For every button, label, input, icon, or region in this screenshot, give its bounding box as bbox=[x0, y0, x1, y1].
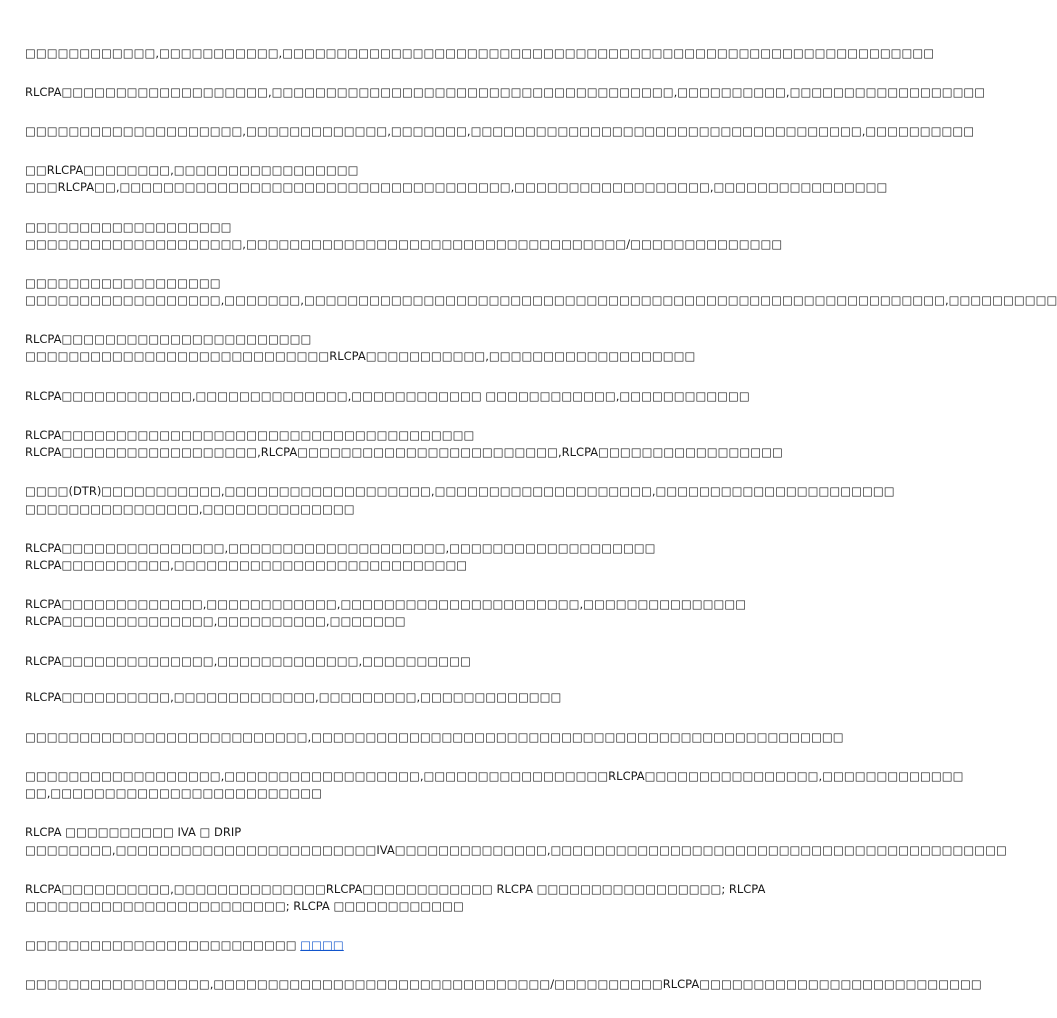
paragraph-line: □□,□□□□□□□□□□□□□□□□□□□□□□□□□ bbox=[25, 786, 323, 800]
paragraph-heading: □□RLCPA□□□□□□□□,□□□□□□□□□□□□□□□□□ bbox=[25, 163, 359, 177]
paragraph-line: □□□□□□□□□□□□□□□□□□,□□□□□□□□□□□□□□□□□□,□□□□□□□□□□□□□□□□□RLCPA□□□□□□□□□□□□□□□□,□□□□□□□□□□□□□ bbox=[25, 769, 964, 783]
paragraph-heading: □□□□□□□□□□□□□□□□□□□ bbox=[25, 220, 232, 234]
paragraph-line: RLCPA□□□□□□□□□□□□□□□□□□□,□□□□□□□□□□□□□□□□□□□□□□□□□□□□□□□□□□□□□,□□□□□□□□□□,□□□□□□□□□□□□□□□□□□ bbox=[25, 85, 986, 99]
paragraph-line: RLCPA□□□□□□□□□□□□□□,□□□□□□□□□□,□□□□□□□ bbox=[25, 614, 406, 628]
paragraph-line: □□□□□□□□□□□□,□□□□□□□□□□□,□□□□□□□□□□□□□□□□□□□□□□□□□□□□□□□□□□□□□□□□□□□□□□□□□□□□□□□□□□□□ bbox=[25, 46, 935, 60]
paragraph-line: □□□□□□□□,□□□□□□□□□□□□□□□□□□□□□□□□IVA□□□□□□□□□□□□□□,□□□□□□□□□□□□□□□□□□□□□□□□□□□□□□□□□□□□□□□□□□ bbox=[25, 843, 1007, 857]
paragraph-line: RLCPA□□□□□□□□□□□□□□□□□□,RLCPA□□□□□□□□□□□□□□□□□□□□□□□□,RLCPA□□□□□□□□□□□□□□□□□ bbox=[25, 445, 783, 459]
paragraph-line: RLCPA□□□□□□□□□□,□□□□□□□□□□□□□□RLCPA□□□□□□□□□□□□ RLCPA □□□□□□□□□□□□□□□□□; RLCPA bbox=[25, 882, 766, 896]
paragraph-line: □□□□□□□□□□□□□□□□□□□□,□□□□□□□□□□□□□□□□□□□□□□□□□□□□□□□□□□□/□□□□□□□□□□□□□□ bbox=[25, 237, 783, 251]
paragraph-line: RLCPA□□□□□□□□□□□□□□,□□□□□□□□□□□□□,□□□□□□□□□□ bbox=[25, 654, 471, 668]
paragraph-line: □□□□□□□□□□□□□□□□□□,□□□□□□□,□□□□□□□□□□□□□□□□□□□□□□□□□□□□□□□□□□□□□□□□□□□□□□□□□□□□□□□□□□□,□□□□□□□□□□ bbox=[25, 293, 1057, 307]
paragraph-line: □□□□□□□□□□□□□□□□,□□□□□□□□□□□□□□ bbox=[25, 502, 355, 516]
paragraph-line: □□□□(DTR)□□□□□□□□□□□,□□□□□□□□□□□□□□□□□□□,□□□□□□□□□□□□□□□□□□□□,□□□□□□□□□□□□□□□□□□□□□□ bbox=[25, 484, 895, 498]
paragraph-line: RLCPA□□□□□□□□□□□□,□□□□□□□□□□□□□□,□□□□□□□□□□□□ □□□□□□□□□□□□,□□□□□□□□□□□□ bbox=[25, 389, 750, 403]
paragraph-line: RLCPA□□□□□□□□□□□□□,□□□□□□□□□□□□,□□□□□□□□□□□□□□□□□□□□□□,□□□□□□□□□□□□□□□ bbox=[25, 597, 747, 611]
paragraph-line: □□□RLCPA□□,□□□□□□□□□□□□□□□□□□□□□□□□□□□□□□□□□□□□,□□□□□□□□□□□□□□□□□□,□□□□□□□□□□□□□□□□ bbox=[25, 180, 888, 194]
paragraph-text: □□□□□□□□□□□□□□□□□□□□□□□□□ bbox=[25, 938, 297, 952]
paragraph-line: □□□□□□□□□□□□□□□□□□□□,□□□□□□□□□□□□□,□□□□□□□,□□□□□□□□□□□□□□□□□□□□□□□□□□□□□□□□□□□□,□□□□□□□□□□ bbox=[25, 124, 975, 138]
paragraph-line: □□□□□□□□□□□□□□□□□,□□□□□□□□□□□□□□□□□□□□□□□□□□□□□□□/□□□□□□□□□□RLCPA□□□□□□□□□□□□□□□□□□□□□□□□□□ bbox=[25, 977, 982, 991]
paragraph-line: RLCPA□□□□□□□□□□,□□□□□□□□□□□□□□□□□□□□□□□□□□□ bbox=[25, 558, 468, 572]
paragraph-heading: □□□□□□□□□□□□□□□□□□ bbox=[25, 276, 221, 290]
inline-link[interactable]: □□□□ bbox=[300, 938, 344, 952]
paragraph-line: □□□□□□□□□□□□□□□□□□□□□□□□; RLCPA □□□□□□□□□□□□ bbox=[25, 899, 464, 913]
paragraph-line: RLCPA□□□□□□□□□□□□□□□,□□□□□□□□□□□□□□□□□□□□,□□□□□□□□□□□□□□□□□□□ bbox=[25, 541, 656, 555]
paragraph-line: RLCPA□□□□□□□□□□,□□□□□□□□□□□□□,□□□□□□□□□,□□□□□□□□□□□□□ bbox=[25, 690, 562, 704]
paragraph-heading: RLCPA□□□□□□□□□□□□□□□□□□□□□□□□□□□□□□□□□□□□□□ bbox=[25, 428, 475, 442]
paragraph-line: □□□□□□□□□□□□□□□□□□□□□□□□□□,□□□□□□□□□□□□□□□□□□□□□□□□□□□□□□□□□□□□□□□□□□□□□□□□□ bbox=[25, 730, 844, 744]
paragraph-line bbox=[25, 937, 697, 953]
paragraph-heading: RLCPA□□□□□□□□□□□□□□□□□□□□□□□ bbox=[25, 332, 312, 346]
paragraph-heading: RLCPA □□□□□□□□□□ IVA □ DRIP bbox=[25, 825, 242, 839]
paragraph-line: □□□□□□□□□□□□□□□□□□□□□□□□□□□□RLCPA□□□□□□□□□□□,□□□□□□□□□□□□□□□□□□□ bbox=[25, 349, 696, 363]
